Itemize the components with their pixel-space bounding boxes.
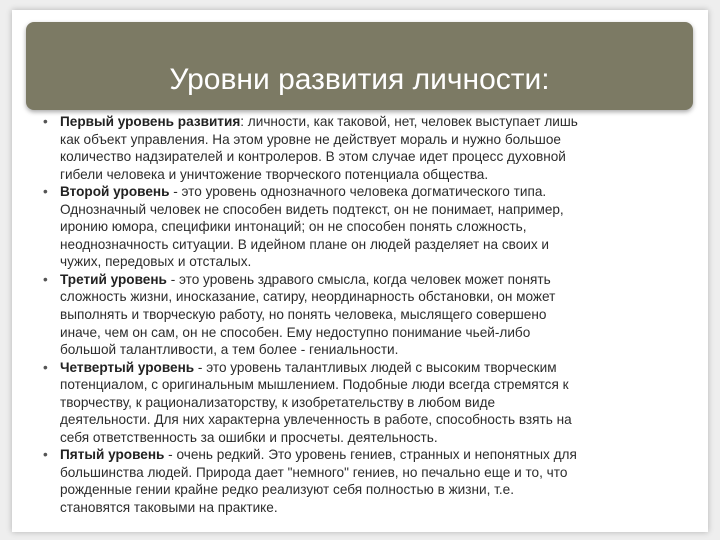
bullet-item bbox=[42, 359, 682, 447]
text-line: неоднозначность ситуации. В идейном плане он людей разделяет на своих и bbox=[60, 236, 550, 252]
bullet-text bbox=[60, 446, 682, 516]
text-line: выполнять и творческую работу, но понять человека, мыслящего совершено bbox=[60, 307, 547, 323]
level-heading: Первый уровень развития bbox=[60, 114, 241, 129]
title-bar bbox=[26, 22, 693, 110]
bullet-icon: • bbox=[43, 447, 48, 463]
text-line: творчеству, к рационализаторству, к изобретательству в любом виде bbox=[60, 394, 496, 410]
level-description: : личности, как таковой, нет, человек выступает лишь bbox=[240, 114, 578, 129]
level-description: - это уровень здравого смысла, когда человек может понять bbox=[166, 271, 551, 287]
text-line: себя ответственность за ошибки и просчеты. деятельность. bbox=[60, 429, 438, 445]
level-heading: Четвертый уровень bbox=[60, 359, 195, 375]
text-line: количество надзирателей и контролеров. В этом случае идет процесс духовной bbox=[60, 149, 566, 165]
bullet-item bbox=[42, 183, 682, 271]
bullet-icon: • bbox=[43, 114, 48, 129]
text-line: иронию юмора, специфики интонаций; он не способен понять сложность, bbox=[60, 219, 527, 235]
text-line bbox=[60, 183, 682, 201]
text-line: сложность жизни, иносказание, сатиру, неординарность обстановки, он может bbox=[60, 289, 556, 305]
text-line bbox=[60, 113, 682, 131]
level-heading: Второй уровень bbox=[60, 184, 170, 200]
text-line bbox=[60, 446, 682, 464]
text-line: рожденные гении крайне редко реализуют себя полностью в жизни, т.е. bbox=[60, 482, 514, 498]
level-description: - это уровень талантливых людей с высоким творческим bbox=[194, 359, 557, 375]
slide-title: Уровни развития личности: bbox=[169, 63, 550, 96]
bullet-item bbox=[42, 446, 682, 516]
bullet-item bbox=[42, 113, 682, 183]
text-line bbox=[60, 271, 682, 289]
bullet-text bbox=[60, 113, 682, 183]
text-line: Однозначный человек не способен видеть подтекст, он не понимает, например, bbox=[60, 201, 564, 217]
text-line: иначе, чем он сам, он не способен. Ему недоступно понимание чьей-либо bbox=[60, 324, 531, 340]
text-line: гибели человека и уничтожение творческого потенциала общества. bbox=[60, 166, 489, 182]
bullet-list bbox=[42, 113, 682, 517]
text-line: большой талантливости, а тем более - гениальности. bbox=[60, 342, 399, 358]
bullet-icon: • bbox=[43, 359, 48, 375]
bullet-text bbox=[60, 271, 682, 359]
level-description: - очень редкий. Это уровень гениев, странных и непонятных для bbox=[164, 447, 577, 463]
bullet-text bbox=[60, 359, 682, 447]
text-line: потенциалом, с оригинальным мышлением. Подобные люди всегда стремятся к bbox=[60, 377, 569, 393]
bullet-item bbox=[42, 271, 682, 359]
text-line: деятельности. Для них характерна увлеченность в работе, способность взять на bbox=[60, 412, 572, 428]
text-line: чужих, передовых и отсталых. bbox=[60, 254, 252, 270]
bullet-text bbox=[60, 183, 682, 271]
slide bbox=[12, 10, 708, 532]
level-description: - это уровень однозначного человека догматического типа. bbox=[169, 184, 547, 200]
text-line: становятся таковыми на практике. bbox=[60, 500, 278, 516]
bullet-icon: • bbox=[43, 271, 48, 287]
level-heading: Третий уровень bbox=[60, 271, 167, 287]
text-line bbox=[60, 359, 682, 377]
text-line: как объект управления. На этом уровне не действует мораль и нужно большое bbox=[60, 131, 561, 147]
bullet-icon: • bbox=[43, 184, 48, 200]
level-heading: Пятый уровень bbox=[60, 447, 165, 463]
text-line: большинства людей. Природа дает "немного" гениев, но печально еще и то, что bbox=[60, 464, 568, 480]
